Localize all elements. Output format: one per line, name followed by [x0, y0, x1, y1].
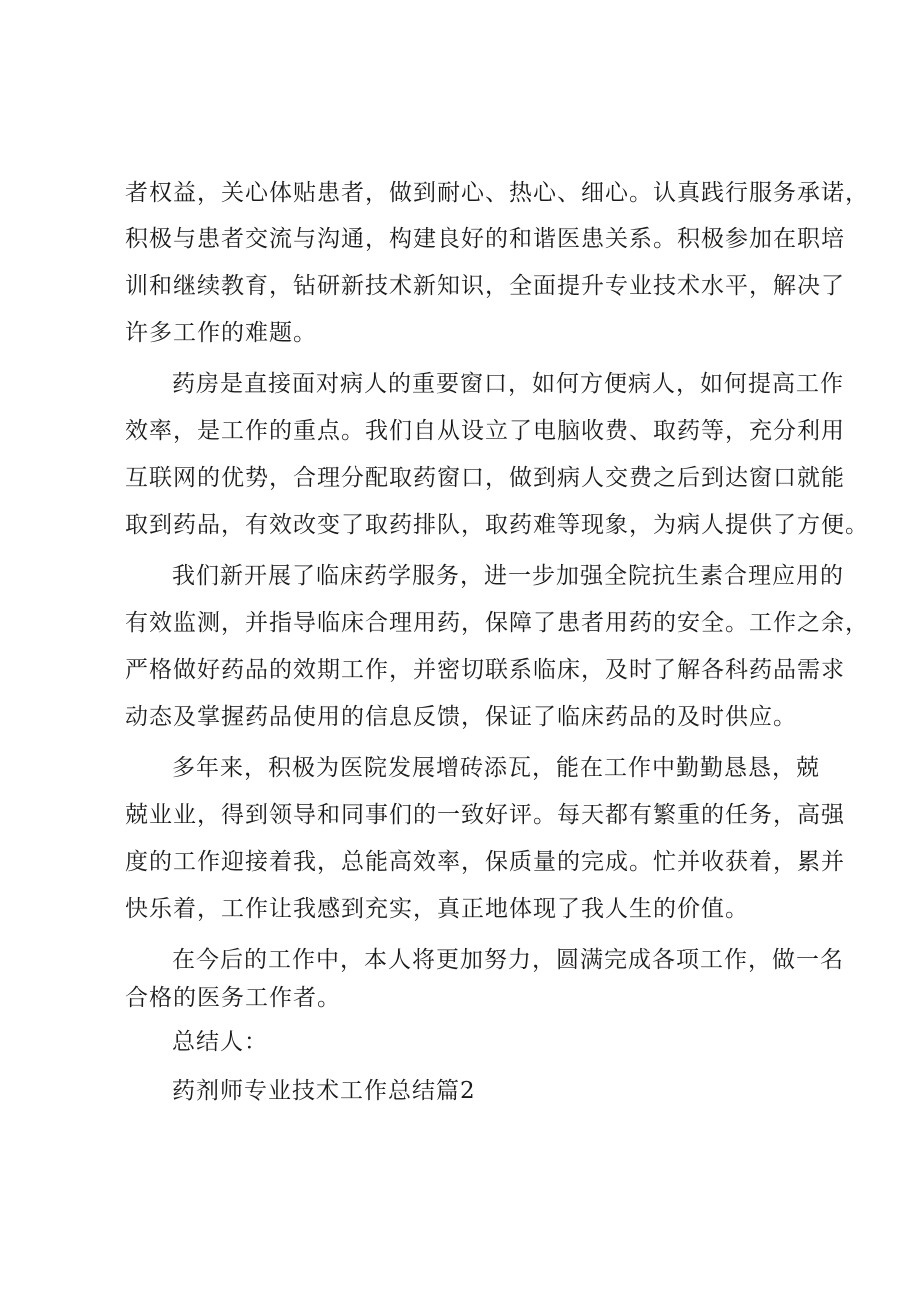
paragraph-3-line-1: 我们新开展了临床药学服务，进一步加强全院抗生素合理应用的: [172, 563, 844, 589]
paragraph-1-line-3: 训和继续教育，钻研新技术新知识，全面提升专业技术水平，解决了: [125, 273, 845, 299]
paragraph-3-line-3: 严格做好药品的效期工作，并密切联系临床，及时了解各科药品需求: [125, 657, 845, 683]
paragraph-4-line-2: 兢业业，得到领导和同事们的一致好评。每天都有繁重的任务，高强: [125, 802, 845, 828]
paragraph-4-line-4: 快乐着，工作让我感到充实，真正地体现了我人生的价值。: [125, 896, 749, 922]
paragraph-2-line-4: 取到药品，有效改变了取药排队，取药难等现象，为病人提供了方便。: [125, 512, 869, 538]
paragraph-2-line-2: 效率，是工作的重点。我们自从设立了电脑收费、取药等，充分利用: [125, 418, 845, 444]
paragraph-2-line-3: 互联网的优势，合理分配取药窗口，做到病人交费之后到达窗口就能: [125, 465, 845, 491]
signature-label: 总结人：: [172, 1029, 268, 1055]
next-section-title: 药剂师专业技术工作总结篇2: [172, 1078, 476, 1104]
paragraph-3-line-4: 动态及掌握药品使用的信息反馈，保证了临床药品的及时供应。: [125, 704, 797, 730]
paragraph-2-line-1: 药房是直接面对病人的重要窗口，如何方便病人，如何提高工作: [172, 371, 844, 397]
paragraph-1-line-4: 许多工作的难题。: [125, 320, 317, 346]
paragraph-3-line-2: 有效监测，并指导临床合理用药，保障了患者用药的安全。工作之余，: [125, 610, 869, 636]
paragraph-1-line-2: 积极与患者交流与沟通，构建良好的和谐医患关系。积极参加在职培: [125, 226, 845, 252]
paragraph-5-line-2: 合格的医务工作者。: [125, 985, 341, 1011]
paragraph-5-line-1: 在今后的工作中，本人将更加努力，圆满完成各项工作，做一名: [172, 947, 844, 973]
paragraph-4-line-1: 多年来，积极为医院发展增砖添瓦，能在工作中勤勤恳恳，兢: [172, 755, 820, 781]
paragraph-1-line-1: 者权益，关心体贴患者，做到耐心、热心、细心。认真践行服务承诺，: [125, 180, 869, 206]
paragraph-4-line-3: 度的工作迎接着我，总能高效率，保质量的完成。忙并收获着，累并: [125, 849, 845, 875]
